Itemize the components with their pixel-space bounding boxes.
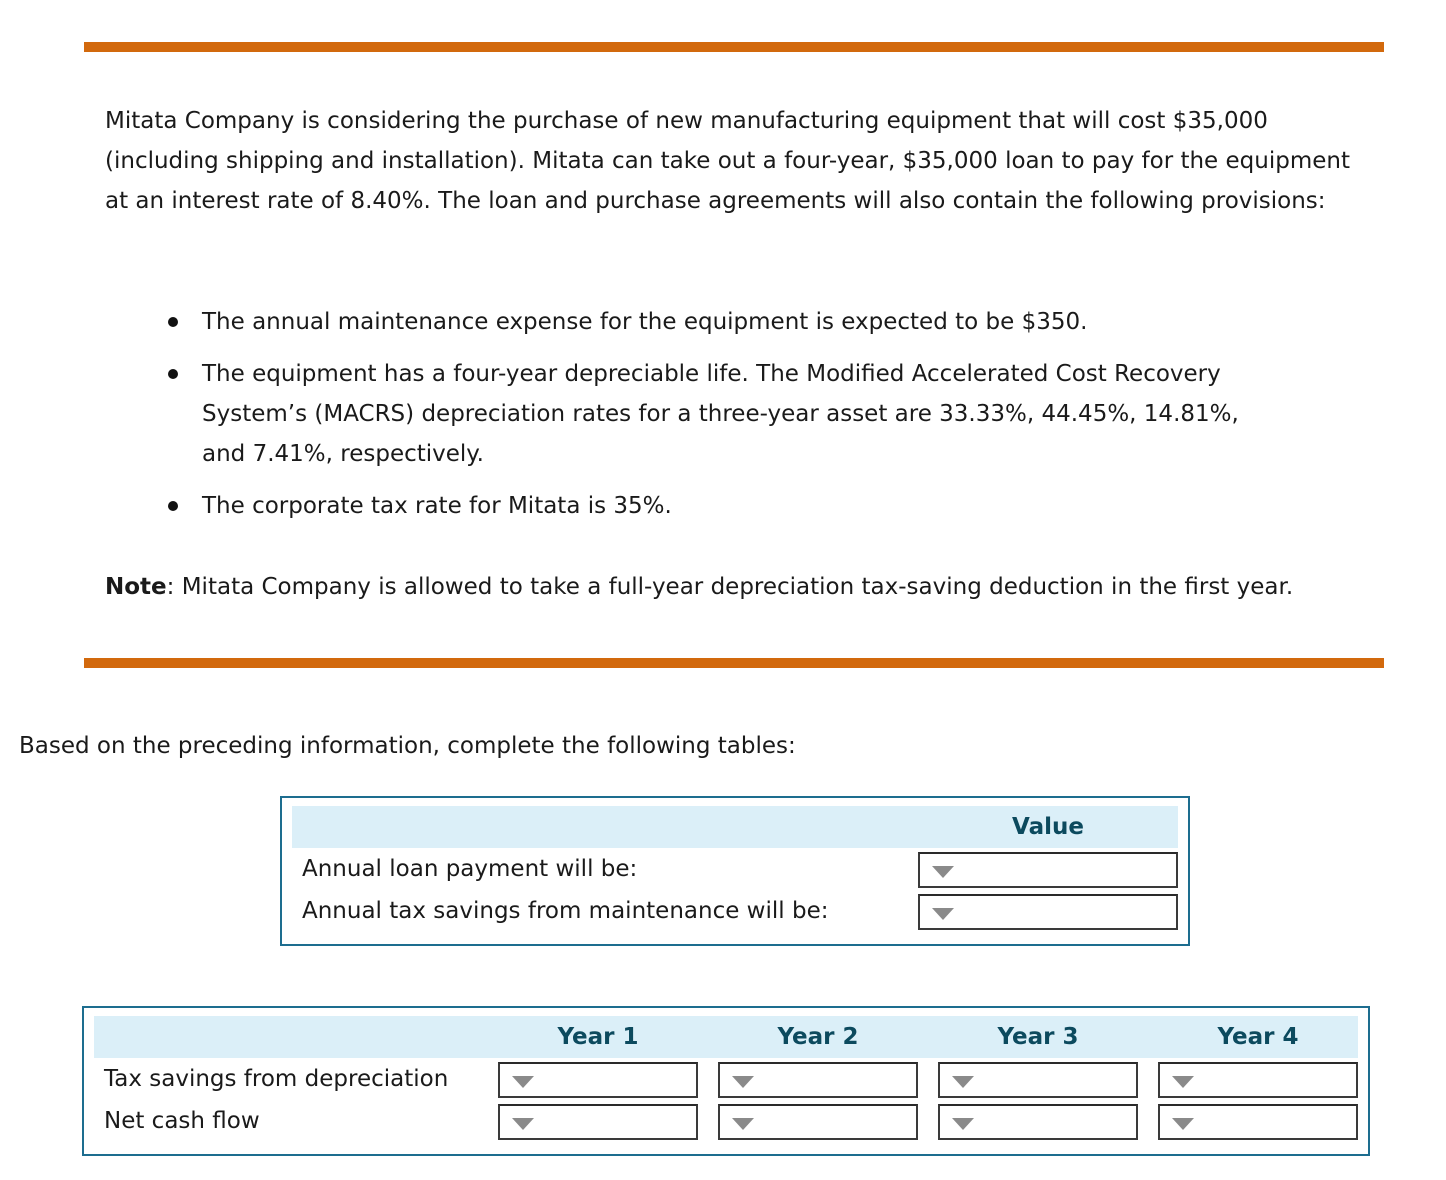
chevron-down-icon	[952, 1076, 974, 1088]
depreciation-tax-savings-year-3-dropdown[interactable]	[938, 1062, 1138, 1098]
bottom-divider	[84, 658, 1384, 668]
net-cash-flow-year-3-dropdown[interactable]	[938, 1104, 1138, 1140]
chevron-down-icon	[932, 908, 954, 920]
column-header-year-2: Year 2	[777, 1024, 859, 1050]
depreciation-tax-savings-year-4-dropdown[interactable]	[1158, 1062, 1358, 1098]
provision-text: The corporate tax rate for Mitata is 35%.	[202, 493, 672, 519]
column-header-year-1: Year 1	[557, 1024, 639, 1050]
chevron-down-icon	[732, 1076, 754, 1088]
chevron-down-icon	[1172, 1118, 1194, 1130]
net-cash-flow-year-2-dropdown[interactable]	[718, 1104, 918, 1140]
column-header-year-3: Year 3	[997, 1024, 1079, 1050]
provision-text: The annual maintenance expense for the equipment is expected to be $350.	[202, 309, 1088, 335]
instruction-text: Based on the preceding information, complete the following tables:	[19, 733, 796, 759]
depreciation-tax-savings-year-2-dropdown[interactable]	[718, 1062, 918, 1098]
depreciation-tax-savings-year-1-dropdown[interactable]	[498, 1062, 698, 1098]
row-label-depreciation-tax-savings: Tax savings from depreciation	[104, 1066, 449, 1092]
note-text: : Mitata Company is allowed to take a full-year depreciation tax-saving deduction in the first year.	[166, 574, 1294, 600]
row-label-net-cash-flow: Net cash flow	[104, 1108, 260, 1134]
chevron-down-icon	[932, 866, 954, 878]
list-item	[168, 302, 1288, 342]
note-label: Note	[105, 574, 167, 600]
chevron-down-icon	[512, 1118, 534, 1130]
column-header-year-4: Year 4	[1217, 1024, 1299, 1050]
note	[105, 567, 1405, 607]
years-table	[82, 1006, 1370, 1156]
list-item	[168, 486, 1288, 526]
maintenance-tax-savings-dropdown[interactable]	[918, 894, 1178, 930]
net-cash-flow-year-4-dropdown[interactable]	[1158, 1104, 1358, 1140]
bullet-icon	[168, 501, 178, 511]
top-divider	[84, 42, 1384, 52]
chevron-down-icon	[512, 1076, 534, 1088]
net-cash-flow-year-1-dropdown[interactable]	[498, 1104, 698, 1140]
chevron-down-icon	[1172, 1076, 1194, 1088]
problem-intro: Mitata Company is considering the purchase of new manufacturing equipment that will cost $35,000 (including shipping and installation). Mitata can take out a four-year, $35,000 loan to pay for the equipment at an interest rate of 8.40%. The loan and purchase agreements will also contain the following provisions:	[105, 108, 1350, 214]
row-label-loan-payment: Annual loan payment will be:	[302, 856, 638, 882]
value-table	[280, 796, 1190, 946]
bullet-icon	[168, 369, 178, 379]
chevron-down-icon	[952, 1118, 974, 1130]
row-label-maintenance-tax-savings: Annual tax savings from maintenance will be:	[302, 898, 829, 924]
provision-text: The equipment has a four-year depreciable life. The Modified Accelerated Cost Recovery System’s (MACRS) depreciation rates for a three-year asset are 33.33%, 44.45%, 14.81%, and 7.41%, respectively.	[202, 361, 1239, 467]
list-item	[168, 354, 1288, 474]
column-header-value: Value	[1012, 814, 1084, 840]
chevron-down-icon	[732, 1118, 754, 1130]
loan-payment-dropdown[interactable]	[918, 852, 1178, 888]
bullet-icon	[168, 317, 178, 327]
provisions-list	[168, 302, 1288, 538]
